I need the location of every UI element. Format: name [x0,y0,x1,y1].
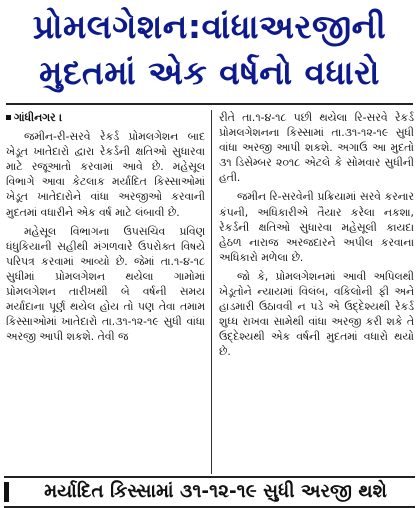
headline-divider [6,103,413,105]
dateline [6,111,62,124]
footer-bar-icon [4,482,9,502]
dateline-paragraph [6,110,205,125]
headline-line-2: મુદતમાં એક વર્ષનો વધારો [39,53,380,92]
right-paragraph-2: જમીન રિ-સરવેની પ્રક્રિયામાં સરવે કરનાર કંપની, અધિકારીએ તૈયાર કરેલા નકશા, રેકર્ડની ક્ષતિઓ સુધારવા મહેસૂલી કાયદા હેઠળ નારાજ અરજદારને અપીલ કરવાના અધિકારો મળેલા છે. [219,190,414,264]
left-paragraph-2: મહેસૂલ વિભાગના ઉપસચિવ પ્રવિણ ધંધુકિયાની સહીથી મંગળવારે ઉપરોક્ત વિષયે પરિપત્ર કરવામાં આવ્યો છે. જેમાં તા.૧-૪-૧૮ સુધીમાં પ્રોમલગેશન થયેલા ગામોમાં પ્રોમલગેશન તારીખથી બે વર્ષની સમય મર્યાદાના પૂર્ણ થયેલ હોય તો પણ તેવા તમામ કિસ્સાઓમાં ખાતેદારો તા.૩૧-૧૨-૧૯ સુધી વાંધા અરજી આપી શકશે. તેવી જ [6,224,205,344]
left-paragraph-1: જમીન-રી-સરવે રેકર્ડ પ્રોમલગેશન બાદ ખેડૂત ખાતેદારો દ્વારા રેકર્ડની ક્ષતિઓ સુધારવા માટે રજૂઆતો કરવામાં આવે છે. મહેસૂલ વિભાગે આવા કેટલાક મર્યાદિત કિસ્સાઓમાં ખેડૂત ખાતેદારોને વાંધા અરજીઓ કરવાની મુદતમાં વધારીને એક વર્ષ માટે લંબાવી છે. [6,130,205,219]
right-paragraph-1: રીતે તા.૧-૪-૧૮ પછી થયેલા રિ-સરવે રેકર્ડ પ્રોમલગેશનના કિસ્સામાં તા.૩૧-૧૨-૧૯ સુધી વાંધા અરજી આપી શકશે. અગાઉ આ મુદતો ૩૧ ડિસેમ્બર ૨૦૧૮ એટલે કે સોમવાર સુધીની હતી. [219,111,414,185]
dateline-marker-icon [6,115,11,120]
article-left-column [6,110,205,348]
column-divider [211,110,212,474]
right-paragraph-3: જો કે, પ્રોમલગેશનમાં આવી અપિલથી ખેડૂતોને ન્યાયમાં વિલંબ, વકિલોની ફી અને હાડમારી ઉઠાવવી ન પડે એ ઉદ્દેશ્યથી રેકર્ડ શુધ્ધ રાખવા સામેથી વાંધા અરજી કરી શકે તે ઉદ્દેશ્યથી એક વર્ષની મુદતમાં વધારો થયો છે. [219,269,414,359]
dateline-text: ગાંધીનગર । [14,111,63,124]
article-right-column [219,110,414,364]
footer-text: મર્યાદિત કિસ્સામાં ૩૧-૧૨-૧૯ સુધી અરજી થશે [44,481,387,502]
footer-banner [4,476,415,508]
headline-line-1: પ્રોમલગેશન:વાંધાઅરજીની [32,7,387,46]
